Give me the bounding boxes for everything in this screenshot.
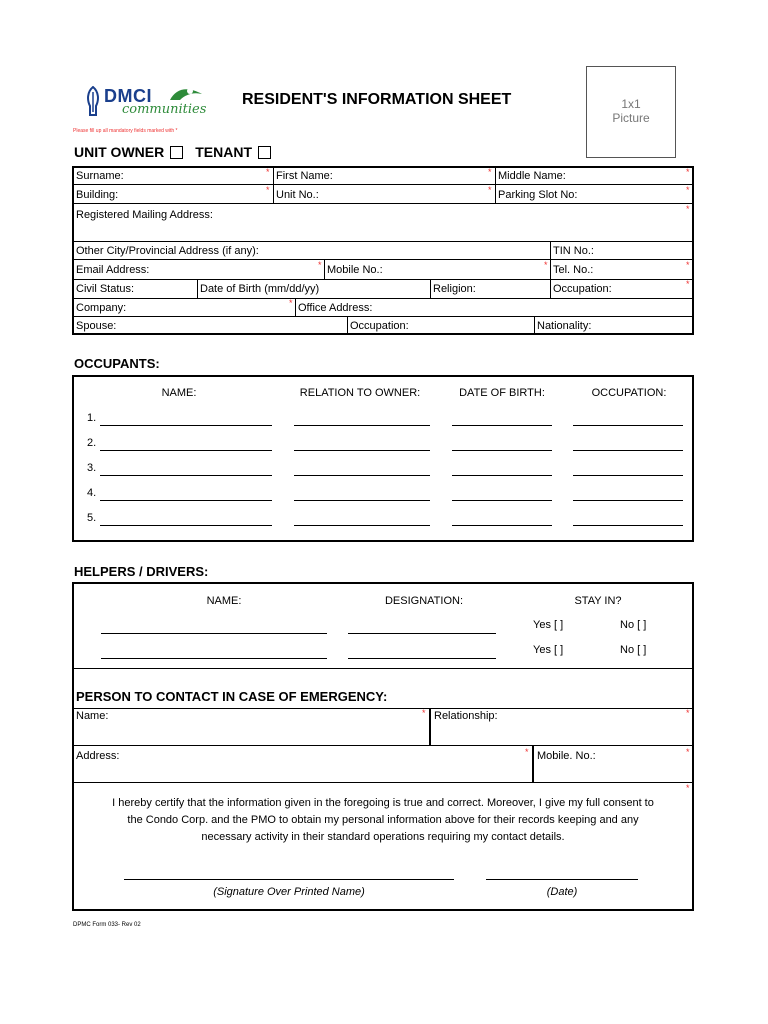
tenant-label: TENANT [195,144,252,160]
tenant-checkbox[interactable] [258,146,271,159]
occupant-occupation-line[interactable] [573,475,683,476]
occupant-name-line[interactable] [100,500,272,501]
unit-owner-checkbox[interactable] [170,146,183,159]
mandatory-note: Please fill up all mandatory fields marked with * [73,128,178,134]
emergency-mobile-field[interactable]: Mobile. No.: [537,750,596,762]
occupant-name-line[interactable] [100,450,272,451]
helper-stay-yes[interactable]: Yes [ ] [533,644,564,656]
mandatory-star: * [544,260,548,270]
occupant-dob-line[interactable] [452,425,552,426]
helper-stay-yes[interactable]: Yes [ ] [533,619,564,631]
middle-name-field[interactable]: Middle Name: [498,170,566,182]
form-footer: DPMC Form 033- Rev 02 [73,922,141,928]
occupants-table [72,375,694,542]
spouse-occupation-field[interactable]: Occupation: [350,320,409,332]
surname-field[interactable]: Surname: [76,170,124,182]
logo-main-text: DMCI [104,86,152,106]
helpers-heading: HELPERS / DRIVERS: [74,564,209,579]
logo-mark-icon [84,86,102,116]
logo-sub-text: communities [122,102,207,117]
occupant-row-number: 4. [87,487,97,499]
helper-stay-no[interactable]: No [ ] [620,619,647,631]
emergency-heading: PERSON TO CONTACT IN CASE OF EMERGENCY: [76,689,388,704]
helper-name-line[interactable] [101,658,327,659]
helpers-table [72,582,694,911]
dob-field[interactable]: Date of Birth (mm/dd/yy) [200,283,320,295]
occupant-col-occupation: OCCUPATION: [591,387,667,399]
nationality-field[interactable]: Nationality: [537,320,592,332]
certification-line-2: the Condo Corp. and the PMO to obtain my personal information above for their records keeping and any [127,814,639,826]
occupant-occupation-line[interactable] [573,500,683,501]
mandatory-star: * [686,185,690,195]
mandatory-star: * [266,185,270,195]
helper-col-name: NAME: [206,595,242,607]
occupant-dob-line[interactable] [452,450,552,451]
mandatory-star: * [686,204,690,214]
helper-col-stay: STAY IN? [574,595,622,607]
mandatory-star: * [686,708,690,718]
mandatory-star: * [686,783,690,793]
parking-slot-field[interactable]: Parking Slot No: [498,189,578,201]
occupant-col-relation: RELATION TO OWNER: [299,387,421,399]
certification-line-3: necessary activity in their standard operations requiring my contact details. [201,831,565,843]
occupant-occupation-line[interactable] [573,450,683,451]
helper-designation-line[interactable] [348,658,496,659]
mandatory-star: * [289,298,293,308]
mailing-address-field[interactable]: Registered Mailing Address: [76,209,213,221]
civil-status-field[interactable]: Civil Status: [76,283,135,295]
emergency-name-field[interactable]: Name: [76,710,109,722]
occupant-relation-line[interactable] [294,475,430,476]
religion-field[interactable]: Religion: [433,283,476,295]
mandatory-star: * [422,708,426,718]
helper-designation-line[interactable] [348,633,496,634]
occupant-occupation-line[interactable] [573,525,683,526]
occupant-name-line[interactable] [100,525,272,526]
mandatory-star: * [488,185,492,195]
owner-type-row [74,144,283,160]
tel-field[interactable]: Tel. No.: [553,264,594,276]
mandatory-star: * [686,279,690,289]
occupant-occupation-line[interactable] [573,425,683,426]
helper-stay-no[interactable]: No [ ] [620,644,647,656]
spouse-field[interactable]: Spouse: [76,320,117,332]
unit-owner-label: UNIT OWNER [74,144,165,160]
building-field[interactable]: Building: [76,189,119,201]
occupant-dob-line[interactable] [452,500,552,501]
emergency-relationship-field[interactable]: Relationship: [434,710,498,722]
occupants-heading: OCCUPANTS: [74,356,160,371]
date-line[interactable] [486,879,638,880]
emergency-address-field[interactable]: Address: [76,750,120,762]
occupant-col-dob: DATE OF BIRTH: [459,387,545,399]
email-field[interactable]: Email Address: [76,264,150,276]
first-name-field[interactable]: First Name: [276,170,333,182]
tin-field[interactable]: TIN No.: [553,245,594,257]
helper-col-designation: DESIGNATION: [384,595,464,607]
mandatory-star: * [686,260,690,270]
occupant-row-number: 1. [87,412,97,424]
helper-name-line[interactable] [101,633,327,634]
certification-line-1: I hereby certify that the information given in the foregoing is true and correct. Moreover, I give my full consent to [112,797,654,809]
occupant-col-name: NAME: [161,387,197,399]
unit-no-field[interactable]: Unit No.: [276,189,319,201]
occupant-row-number: 5. [87,512,97,524]
mandatory-star: * [686,747,690,757]
other-address-field[interactable]: Other City/Provincial Address (if any): [76,245,259,257]
signature-caption: (Signature Over Printed Name) [213,886,365,898]
occupant-dob-line[interactable] [452,525,552,526]
mandatory-star: * [686,167,690,177]
occupant-relation-line[interactable] [294,425,430,426]
signature-line[interactable] [124,879,454,880]
occupant-dob-line[interactable] [452,475,552,476]
personal-info-table [72,166,694,335]
date-caption: (Date) [546,886,578,898]
occupant-row-number: 2. [87,437,97,449]
dmci-logo [84,84,209,120]
photo-box [586,66,676,158]
occupant-name-line[interactable] [100,475,272,476]
occupant-relation-line[interactable] [294,450,430,451]
occupant-relation-line[interactable] [294,500,430,501]
photo-label-size: 1x1 [621,97,641,111]
mobile-field[interactable]: Mobile No.: [327,264,383,276]
logo-tree-icon [168,84,204,102]
mandatory-star: * [488,167,492,177]
occupant-relation-line[interactable] [294,525,430,526]
mandatory-star: * [318,260,322,270]
photo-label-text: Picture [612,111,650,125]
occupant-row-number: 3. [87,462,97,474]
occupant-name-line[interactable] [100,425,272,426]
mandatory-star: * [266,167,270,177]
page-title: RESIDENT'S INFORMATION SHEET [242,91,512,108]
occupation-field[interactable]: Occupation: [553,283,612,295]
office-address-field[interactable]: Office Address: [298,302,373,314]
company-field[interactable]: Company: [76,302,127,314]
mandatory-star: * [525,747,529,757]
